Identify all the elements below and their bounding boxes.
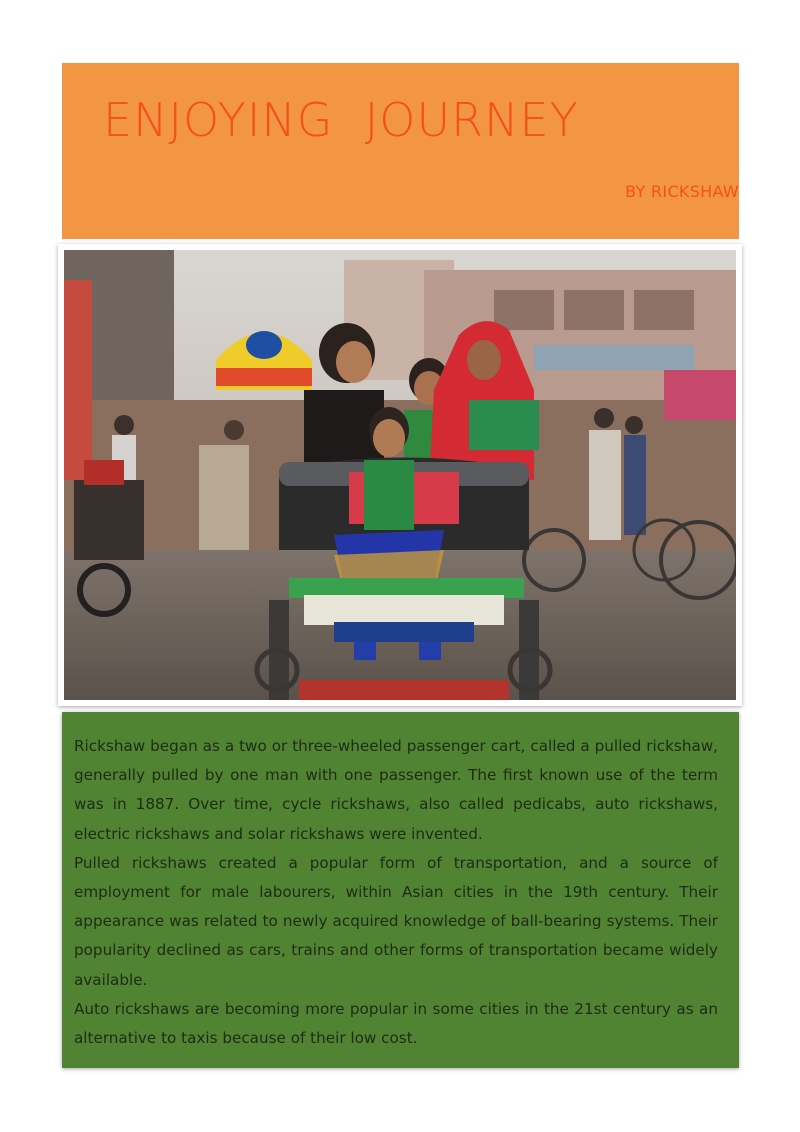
photo-frame [58, 244, 742, 706]
title-banner [62, 63, 739, 239]
page-subtitle: BY RICKSHAW [625, 182, 739, 201]
paragraph-1: Rickshaw began as a two or three-wheeled passenger cart, called a pulled rickshaw, generally pulled by one man with one passenger. The first known use of the term was in 1887. Over time, cycle rickshaws, also called pedicabs, auto rickshaws, electric rickshaws and solar rickshaws were invented. [74, 737, 718, 843]
paragraph-3: Auto rickshaws are becoming more popular in some cities in the 21st century as an alternative to taxis because of their low cost. [74, 999, 718, 1048]
rickshaw-photo [64, 250, 736, 700]
paragraph-2: Pulled rickshaws created a popular form of transportation, and a source of employment for male labourers, within Asian cities in the 19th century. Their appearance was related to newly acquired knowledge of ball-bearing systems. Their popularity declined as cars, trains and other forms of transportation became widely available. [74, 853, 718, 989]
article-text [62, 712, 739, 1068]
page-title: ENJOYING JOURNEY [103, 93, 579, 147]
